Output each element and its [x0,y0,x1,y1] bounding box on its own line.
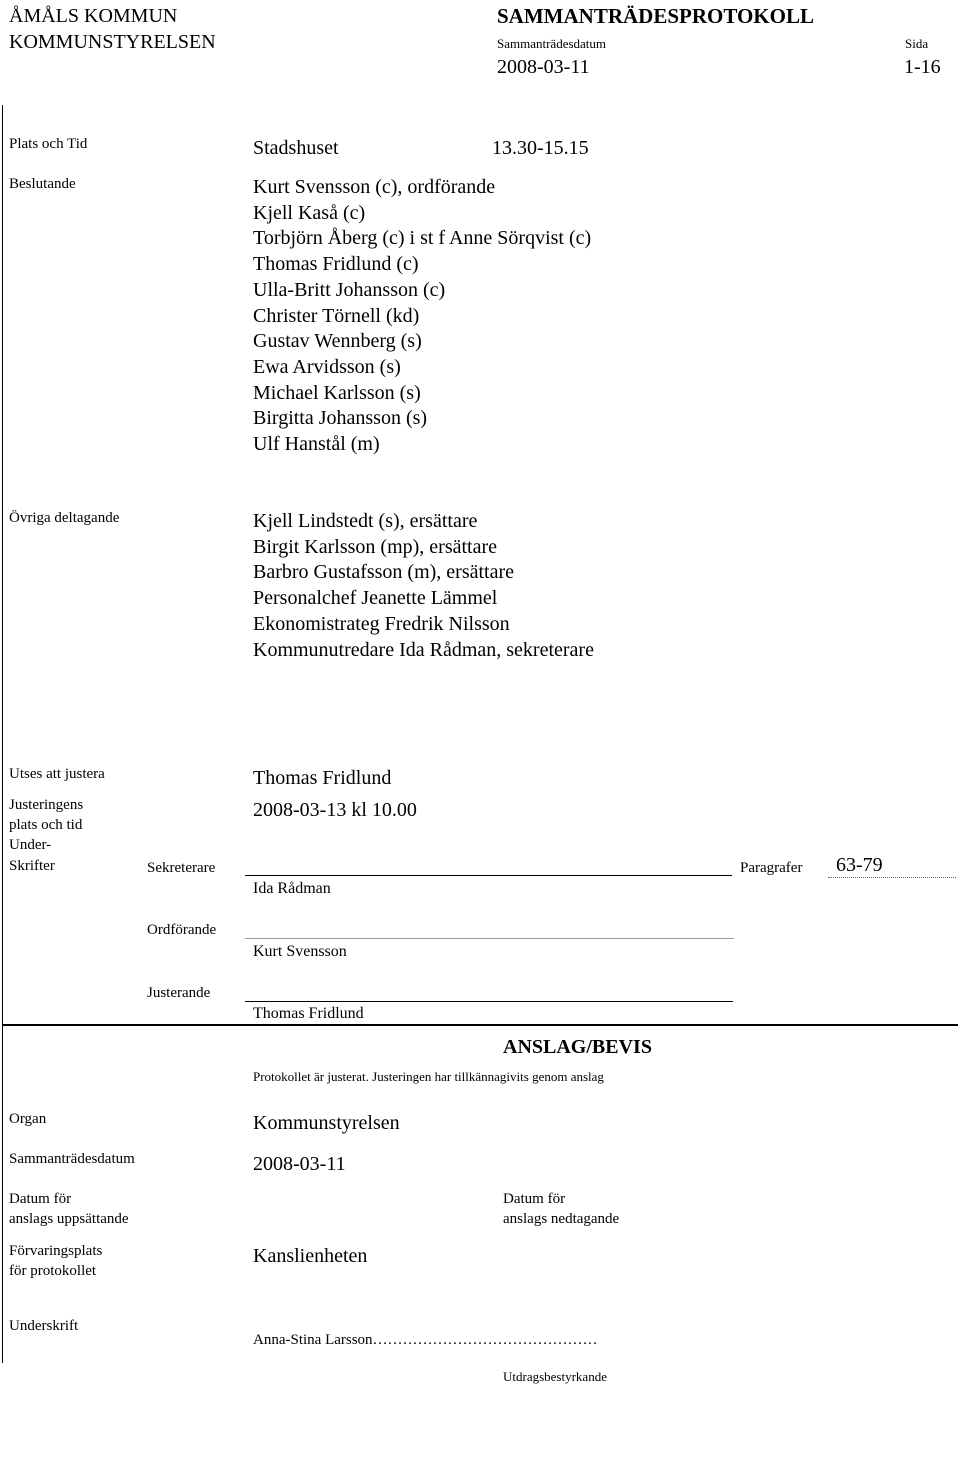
adjuster-chosen: Thomas Fridlund [253,767,392,789]
list-item: Christer Törnell (kd) [253,304,420,327]
organ-label: Organ [9,1111,47,1127]
adjuster-chosen-label: Utses att justera [9,766,105,782]
list-item: Birgitta Johansson (s) [253,407,428,430]
adjust-place-time-label-1: Justeringens [9,797,84,813]
paragraphs-line [828,877,956,878]
other-participants-list [253,509,594,663]
removed-date-label-1: Datum för [503,1191,566,1207]
header-page-label: Sida [905,36,929,51]
storage-label-1: Förvaringsplats [9,1243,103,1259]
chair-name: Kurt Svensson [253,943,347,960]
header-page: 1-16 [904,56,941,78]
meeting-date-label: Sammanträdesdatum [9,1151,135,1167]
list-item: Torbjörn Åberg (c) i st f Anne Sörqvist (c) [253,227,592,250]
list-item: Personalchef Jeanette Lämmel [253,587,498,610]
adjuster-label: Justerande [147,985,211,1001]
chair-signature-line [245,938,734,939]
meeting-place: Stadshuset [253,137,339,159]
adjuster-name: Thomas Fridlund [253,1005,364,1022]
removed-date-label-2: anslags nedtagande [503,1211,620,1227]
place-time-label: Plats och Tid [9,136,88,152]
adjust-place-time: 2008-03-13 kl 10.00 [253,799,417,821]
org-name: ÅMÅLS KOMMUN [9,5,178,27]
list-item: Michael Karlsson (s) [253,381,421,404]
posted-date-label-2: anslags uppsättande [9,1211,129,1227]
secretary-name: Ida Rådman [253,880,331,897]
list-item: Thomas Fridlund (c) [253,253,419,276]
signatures-label-1: Under- [9,837,52,853]
list-item: Ekonomistrateg Fredrik Nilsson [253,612,510,635]
notice-statement: Protokollet är justerat. Justeringen har tillkännagivits genom anslag [253,1069,604,1084]
storage-label-2: för protokollet [9,1263,97,1279]
adjuster-signature-line [245,1001,733,1002]
department-name: KOMMUNSTYRELSEN [9,31,216,53]
secretary-signature-line [245,875,732,876]
meeting-time: 13.30-15.15 [492,137,589,159]
posted-date-label-1: Datum för [9,1191,72,1207]
other-participants-label: Övriga deltagande [9,510,120,526]
meeting-date-value: 2008-03-11 [253,1153,346,1175]
storage-value: Kanslienheten [253,1245,368,1267]
section-divider [2,1024,958,1026]
list-item: Kjell Kaså (c) [253,201,366,224]
signature-name: Anna-Stina Larsson……………………………………… [253,1332,598,1348]
decision-makers-label: Beslutande [9,176,76,192]
list-item: Ulf Hanstål (m) [253,433,380,456]
list-item: Kjell Lindstedt (s), ersättare [253,510,478,532]
paragraphs-label: Paragrafer [740,860,803,876]
list-item: Ulla-Britt Johansson (c) [253,278,446,301]
secretary-label: Sekreterare [147,860,216,876]
list-item: Kurt Svensson (c), ordförande [253,176,496,198]
document-title: SAMMANTRÄDESPROTOKOLL [497,4,814,28]
list-item: Barbro Gustafsson (m), ersättare [253,561,515,584]
signatures-label-2: Skrifter [9,858,55,874]
chair-label: Ordförande [147,922,217,938]
header-date-label: Sammanträdesdatum [497,36,607,51]
decision-makers-list [253,175,591,458]
organ-value: Kommunstyrelsen [253,1112,400,1134]
signature-label: Underskrift [9,1318,79,1334]
header-date: 2008-03-11 [497,56,590,78]
list-item: Kommunutredare Ida Rådman, sekreterare [253,638,594,661]
list-item: Ewa Arvidsson (s) [253,355,401,378]
left-margin-line [2,105,3,1363]
list-item: Gustav Wennberg (s) [253,330,422,353]
adjust-place-time-label-2: plats och tid [9,817,83,833]
paragraphs-value: 63-79 [836,854,883,876]
certification-label: Utdragsbestyrkande [503,1369,607,1384]
list-item: Birgit Karlsson (mp), ersättare [253,535,498,558]
notice-title: ANSLAG/BEVIS [503,1036,652,1058]
